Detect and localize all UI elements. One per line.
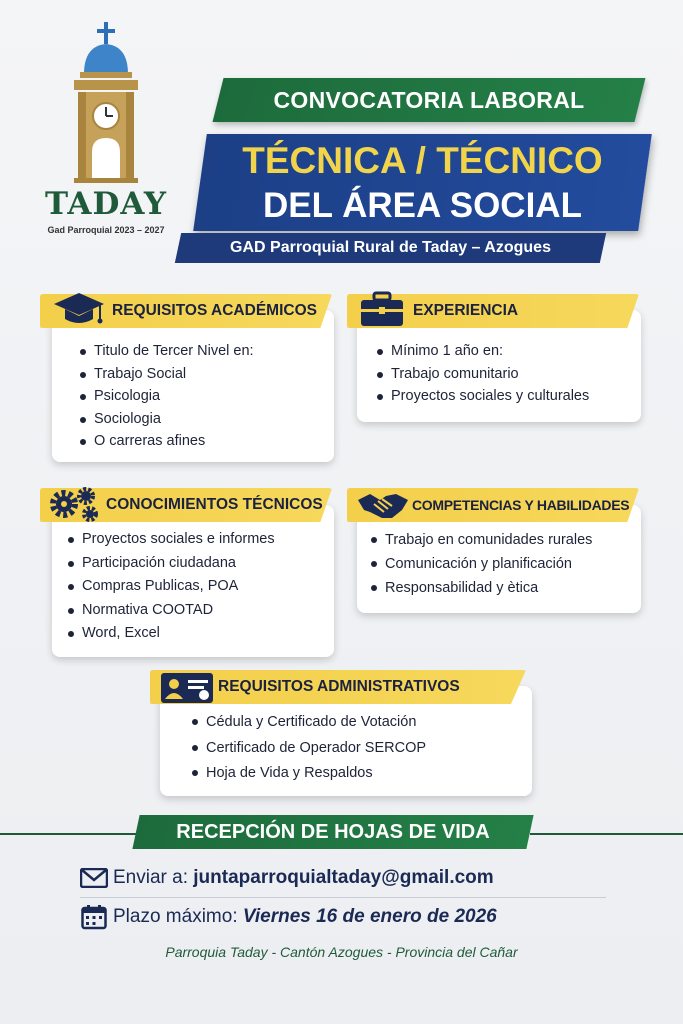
technical-knowledge-title: CONOCIMIENTOS TÉCNICOS <box>106 496 323 513</box>
reception-banner: RECEPCIÓN DE HOJAS DE VIDA <box>176 821 490 843</box>
deadline-line <box>113 903 497 931</box>
list-item: Sociologia <box>80 408 254 431</box>
list-item: Proyectos sociales e informes <box>68 528 275 552</box>
list-item: Trabajo Social <box>80 363 254 386</box>
contact-divider <box>80 897 606 898</box>
footer-location: Parroquia Taday - Cantón Azogues - Provincia del Cañar <box>165 944 518 960</box>
taday-logo <box>30 20 182 240</box>
list-item: Participación ciudadana <box>68 552 275 576</box>
divider-left <box>0 833 150 835</box>
church-tower-icon <box>62 20 150 185</box>
gears-icon <box>46 484 102 524</box>
list-item: O carreras afines <box>80 430 254 453</box>
academic-requirements-card <box>52 310 334 462</box>
job-title-line2: DEL ÁREA SOCIAL <box>263 186 582 225</box>
list-item: Hoja de Vida y Respaldos <box>192 761 426 787</box>
list-item: Mínimo 1 año en: <box>377 340 589 363</box>
list-item: Titulo de Tercer Nivel en: <box>80 340 254 363</box>
briefcase-icon <box>358 290 406 330</box>
deadline-date: Viernes 16 de enero de 2026 <box>242 906 497 927</box>
list-item: Certificado de Operador SERCOP <box>192 736 426 762</box>
list-item: Trabajo en comunidades rurales <box>371 528 592 552</box>
list-item: Trabajo comunitario <box>377 363 589 386</box>
mail-icon <box>80 868 108 888</box>
academic-requirements-title: REQUISITOS ACADÉMICOS <box>112 302 317 319</box>
list-item: Normativa COOTAD <box>68 599 275 623</box>
list-item: Psicologia <box>80 385 254 408</box>
email-link[interactable]: juntaparroquialtaday@gmail.com <box>193 867 494 888</box>
list-item: Responsabilidad y ètica <box>371 576 592 600</box>
administrative-requirements-title: REQUISITOS ADMINISTRATIVOS <box>218 678 460 695</box>
id-card-icon <box>160 671 214 705</box>
handshake-icon <box>356 486 410 524</box>
email-label: Enviar a: <box>113 867 188 888</box>
divider-right <box>530 833 683 835</box>
convocatoria-banner: CONVOCATORIA LABORAL <box>273 87 585 113</box>
logo-name: TADAY <box>45 186 167 222</box>
institution-name: GAD Parroquial Rural de Taday – Azogues <box>230 239 551 256</box>
technical-knowledge-card <box>52 505 334 657</box>
list-item: Cédula y Certificado de Votación <box>192 710 426 736</box>
list-item: Proyectos sociales y culturales <box>377 385 589 408</box>
graduation-cap-icon <box>52 289 106 329</box>
experience-title: EXPERIENCIA <box>413 302 519 319</box>
calendar-icon <box>81 904 107 930</box>
deadline-label: Plazo máximo: <box>113 906 238 927</box>
email-line <box>113 864 494 892</box>
logo-subtitle: Gad Parroquial 2023 – 2027 <box>47 225 165 235</box>
skills-title: COMPETENCIAS Y HABILIDADES <box>412 497 630 513</box>
job-title-line1: TÉCNICA / TÉCNICO <box>242 140 603 181</box>
list-item: Comunicación y planificación <box>371 552 592 576</box>
list-item: Compras Publicas, POA <box>68 575 275 599</box>
list-item: Word, Excel <box>68 622 275 646</box>
